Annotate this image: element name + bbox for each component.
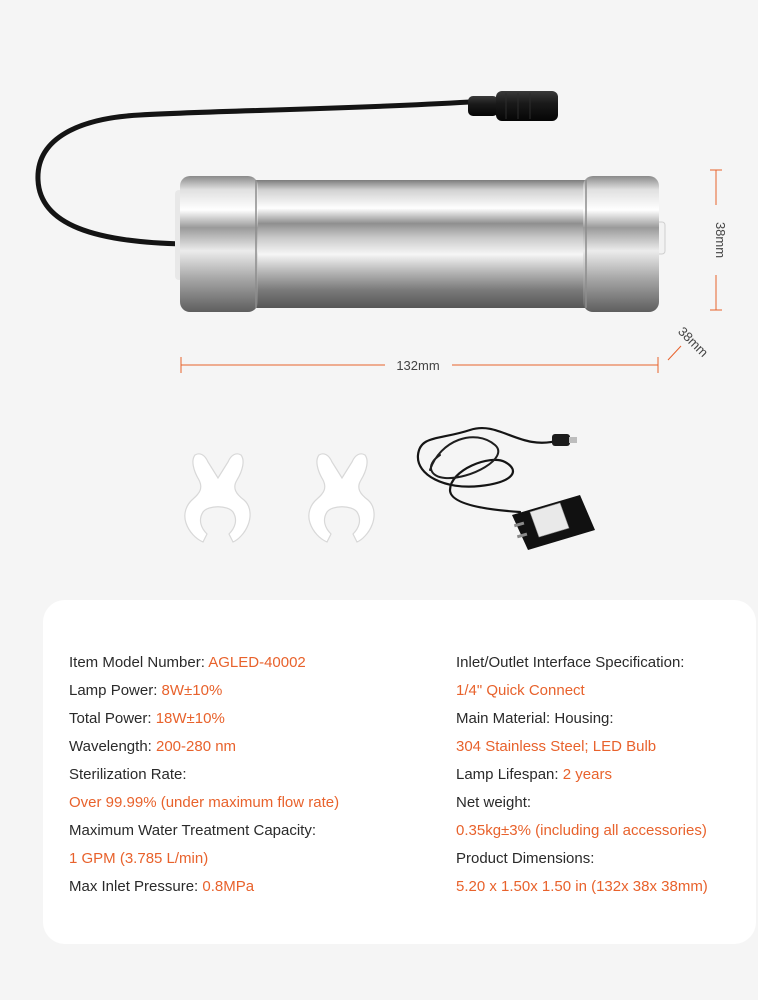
spec-line: [456, 789, 752, 817]
spec-value: 304 Stainless Steel; LED Bulb: [456, 738, 657, 755]
spec-line: [69, 649, 439, 677]
spec-label: Total Power:: [69, 710, 156, 727]
spec-list-right: [456, 649, 752, 901]
height-label: 38mm: [713, 221, 728, 259]
spec-label: Sterilization Rate:: [69, 766, 187, 783]
spec-label: Maximum Water Treatment Capacity:: [69, 822, 317, 839]
spec-label: Lamp Lifespan:: [456, 766, 563, 783]
spec-line: [456, 677, 752, 705]
spec-label: Max Inlet Pressure:: [69, 878, 203, 895]
spec-line: [456, 705, 752, 733]
spec-value: 0.8MPa: [202, 878, 255, 895]
mounting-clip-left: [185, 454, 250, 542]
spec-label: Main Material: Housing:: [456, 710, 614, 727]
spec-value: 18W±10%: [155, 710, 225, 727]
spec-label: Net weight:: [456, 794, 532, 811]
spec-line: [456, 873, 752, 901]
spec-value: AGLED-40002: [208, 654, 306, 671]
specifications-card: [43, 600, 756, 944]
spec-value: 1/4" Quick Connect: [456, 682, 585, 699]
spec-value: 200-280 nm: [156, 738, 237, 755]
spec-value: Over 99.99% (under maximum flow rate): [69, 794, 340, 811]
spec-label: Inlet/Outlet Interface Specification:: [456, 654, 685, 671]
spec-value: 0.35kg±3% (including all accessories): [456, 822, 707, 839]
spec-value: 2 years: [562, 766, 612, 783]
spec-line: [69, 677, 439, 705]
spec-value: 5.20 x 1.50x 1.50 in (132x 38x 38mm): [456, 878, 708, 895]
uv-sterilizer-tube: [175, 176, 665, 312]
length-dimension: [181, 357, 658, 373]
spec-line: [69, 873, 439, 901]
spec-label: Lamp Power:: [69, 682, 162, 699]
spec-label: Wavelength:: [69, 738, 156, 755]
spec-label: Product Dimensions:: [456, 850, 595, 867]
depth-dimension: [668, 324, 711, 360]
spec-line: [69, 761, 439, 789]
depth-label: 38mm: [675, 323, 712, 360]
spec-list-left: [69, 649, 439, 901]
spec-line: [69, 845, 439, 873]
mounting-clip-right: [309, 454, 374, 542]
power-adapter: [418, 428, 595, 550]
spec-value: 8W±10%: [161, 682, 223, 699]
length-label: 132mm: [396, 358, 440, 373]
spec-line: [456, 733, 752, 761]
spec-label: Item Model Number:: [69, 654, 209, 671]
spec-line: [456, 649, 752, 677]
spec-line: [69, 733, 439, 761]
spec-line: [69, 789, 439, 817]
spec-line: [456, 761, 752, 789]
spec-line: [456, 845, 752, 873]
spec-line: [69, 705, 439, 733]
height-dimension: [710, 170, 728, 310]
spec-value: 1 GPM (3.785 L/min): [69, 850, 209, 867]
spec-line: [456, 817, 752, 845]
dc-connector: [468, 91, 558, 121]
spec-line: [69, 817, 439, 845]
